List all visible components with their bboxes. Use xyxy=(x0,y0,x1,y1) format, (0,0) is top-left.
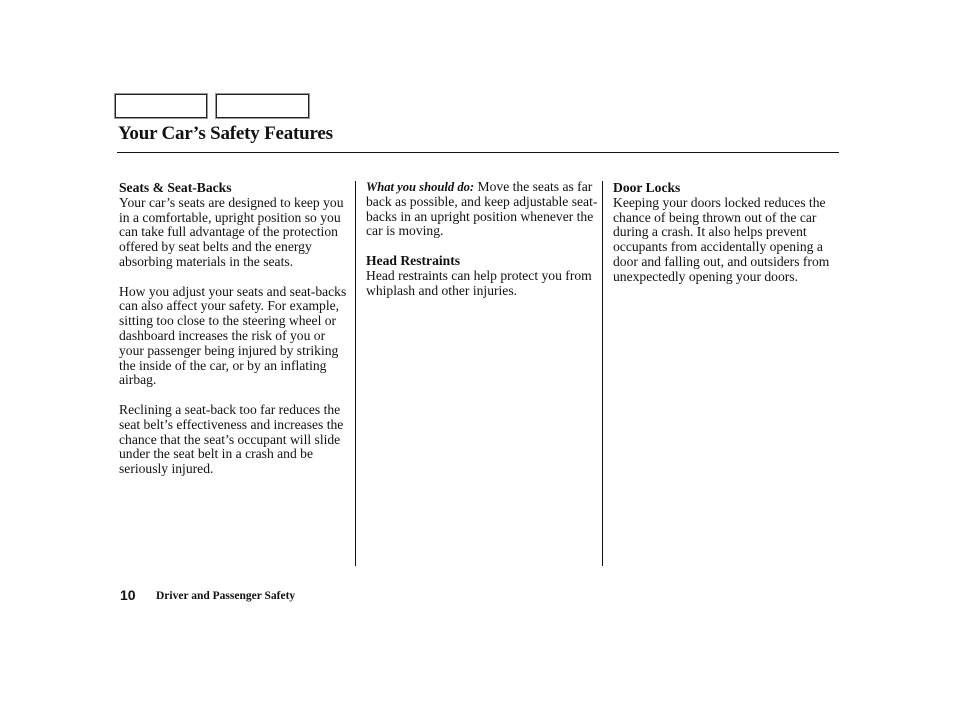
paragraph-what-to-do xyxy=(366,180,598,239)
column-divider xyxy=(355,181,356,566)
column-door-locks xyxy=(613,180,845,299)
lead-label: What you should do: xyxy=(366,180,475,194)
column-seats xyxy=(119,180,351,492)
nav-tab-next[interactable] xyxy=(216,94,309,118)
paragraph: Head restraints can help protect you from whiplash and other injuries. xyxy=(366,267,592,298)
footer-section-title: Driver and Passenger Safety xyxy=(156,590,296,602)
page-number: 10 xyxy=(120,587,136,603)
column-divider xyxy=(602,181,603,566)
title-rule xyxy=(117,152,839,153)
column-what-to-do xyxy=(366,180,598,313)
lead-text: Move the seats as far back as possible, and keep adjustable seat-backs in an upright position whenever the car is moving. xyxy=(366,179,598,239)
heading-door-locks: Door Locks xyxy=(613,180,681,195)
page-title: Your Car’s Safety Features xyxy=(118,123,333,144)
heading-seats: Seats & Seat-Backs xyxy=(119,180,232,195)
paragraph: How you adjust your seats and seat-backs can also affect your safety. For example, sitting too close to the steering wheel or dashboard increases the risk of you or your passenger being injured by striking the inside of the car, or by an inflating airbag. xyxy=(119,283,347,388)
nav-tab-previous[interactable] xyxy=(115,94,207,118)
paragraph: Your car’s seats are designed to keep you in a comfortable, upright position so you can take full advantage of the protection offered by seat belts and the energy absorbing materials in the seats. xyxy=(119,194,344,269)
paragraph: Reclining a seat-back too far reduces the seat belt’s effectiveness and increases the chance that the seat’s occupant will slide under the seat belt in a crash and be seriously injured. xyxy=(119,401,344,477)
paragraph: Keeping your doors locked reduces the chance of being thrown out of the car during a crash. It also helps prevent occupants from accidentally opening a door and falling out, and outsiders from unexpectedly opening your doors. xyxy=(613,194,830,284)
heading-head-restraints: Head Restraints xyxy=(366,252,461,268)
